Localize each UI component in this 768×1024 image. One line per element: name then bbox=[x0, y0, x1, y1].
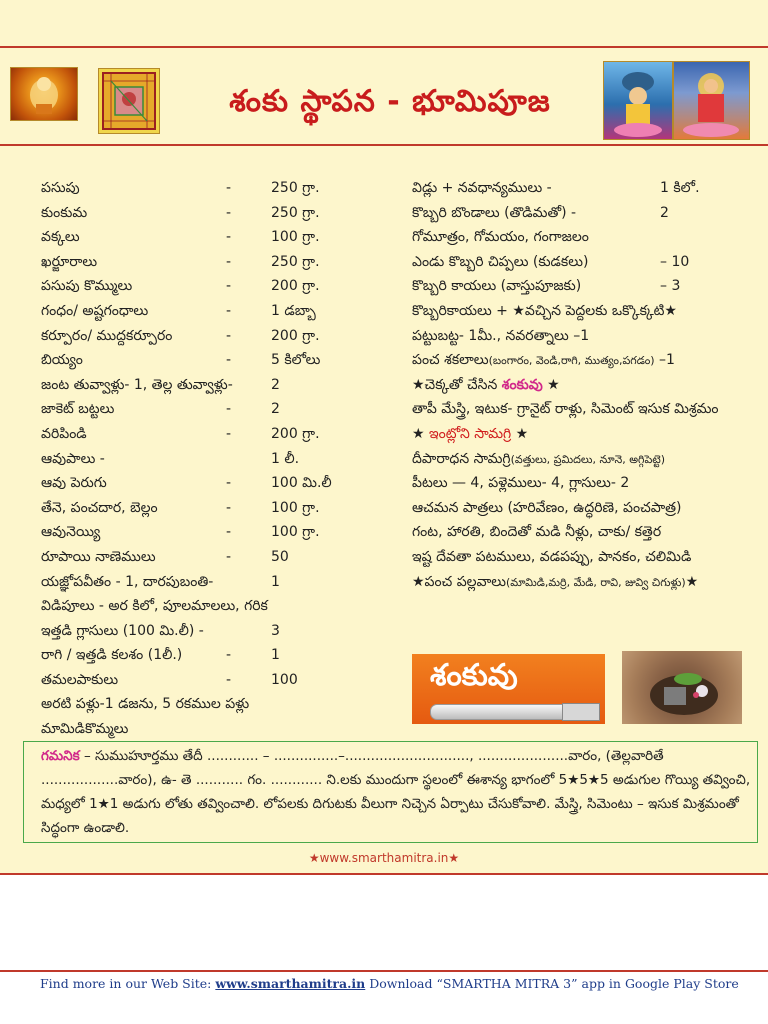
item-dash: - bbox=[226, 180, 232, 196]
item-detail: (బంగారం, వెండి,రాగి, ముత్యం,పగడం) bbox=[488, 354, 655, 368]
site-banner: ★www.smarthamitra.in★ bbox=[308, 851, 460, 865]
item-name: ఆవుపాలు - bbox=[41, 450, 105, 467]
list-item bbox=[412, 250, 758, 275]
item-name: పసుపు bbox=[41, 180, 80, 196]
item-text bbox=[412, 545, 691, 570]
list-item bbox=[41, 274, 381, 299]
list-item bbox=[41, 643, 381, 668]
list-item bbox=[41, 373, 381, 398]
list-item bbox=[41, 570, 381, 595]
item-dash: - bbox=[226, 671, 232, 688]
item-name: విడ్లు + నవధాన్యములు - bbox=[412, 180, 552, 196]
item-tail: ★ bbox=[542, 376, 560, 393]
item-dash: - bbox=[226, 475, 232, 492]
item-text bbox=[412, 520, 661, 545]
list-item bbox=[41, 250, 381, 275]
note-box bbox=[23, 741, 758, 843]
item-name: కుంకుమ bbox=[41, 204, 88, 221]
header-rule bbox=[0, 144, 768, 146]
note-body: – సుముహూర్తము తేదీ ............ – ...............–............................., .....................వారం, (తెల్లవారితే ..................వారం), ఉ- తె ........... గం. ............ ని.లకు ముందుగా స్థలంలో ఈశాన్య భాగంలో 5★5★5 అడుగుల గొయ్యి తవ్వించి, మధ్యలో 1★1 అడుగు లోతు తవ్వించాలి. లోపలకు దిగుటకు వీలుగా నిచ్చెన ఏర్పాటు చేసుకోవాలి. మేస్త్రి, సిమెంటు – ఇసుక మిశ్రమంతో సిద్ధంగా ఉండాలి. bbox=[41, 748, 751, 836]
item-name: ఎండు కొబ్బరి చిప్పలు (కుడకలు) bbox=[412, 253, 589, 270]
item-name: తమలపాకులు bbox=[41, 671, 119, 688]
item-name: పీటలు — 4, పళ్లెములు- 4, గ్లాసులు- 2 bbox=[412, 475, 630, 492]
item-name: దీపారాధన సామగ్రి bbox=[412, 450, 511, 467]
top-rule bbox=[0, 46, 768, 48]
item-name: ★ bbox=[412, 425, 430, 442]
list-item bbox=[41, 545, 381, 570]
list-item bbox=[412, 176, 758, 201]
item-name: రూపాయి నాణెములు bbox=[41, 548, 156, 565]
list-item bbox=[41, 348, 381, 373]
vastu-grid-image bbox=[98, 68, 160, 134]
item-text bbox=[412, 299, 677, 324]
list-item bbox=[41, 397, 381, 422]
list-item bbox=[412, 348, 758, 373]
vishnu-image bbox=[603, 61, 673, 140]
item-name: పట్టుబట్ట- 1మీ., నవరత్నాలు –1 bbox=[412, 327, 590, 344]
item-text bbox=[412, 324, 589, 349]
item-name: రాగి / ఇత్తడి కలశం (1లీ.) bbox=[41, 647, 183, 664]
item-detail: (మామిడి,మర్రి, మేడి, రావి, జువ్వి చిగుళ్లు) bbox=[506, 575, 686, 589]
note-label: గమనిక bbox=[41, 748, 80, 764]
list-item bbox=[41, 668, 381, 693]
list-item bbox=[41, 225, 381, 250]
list-item bbox=[412, 447, 758, 472]
list-item bbox=[41, 422, 381, 447]
item-text bbox=[412, 397, 719, 422]
list-item bbox=[41, 176, 381, 201]
item-text bbox=[412, 225, 589, 250]
item-text bbox=[412, 201, 576, 226]
item-name: గోమూత్రం, గోమయం, గంగాజలం bbox=[412, 229, 589, 246]
item-dash: - bbox=[226, 647, 232, 664]
item-dash: - bbox=[226, 401, 232, 418]
item-name: విడిపూలు - అర కిలో, పూలమాలలు, గరిక bbox=[41, 598, 268, 615]
item-quantity: 100 గ్రా. bbox=[271, 229, 320, 246]
item-name: కొబ్బరి బొండాలు (తొడిమతో) - bbox=[412, 204, 577, 221]
item-quantity: 250 గ్రా. bbox=[271, 204, 320, 221]
item-name: ★చెక్కతో చేసిన bbox=[412, 376, 502, 393]
list-item bbox=[41, 471, 381, 496]
list-item bbox=[412, 471, 758, 496]
list-item bbox=[41, 324, 381, 349]
item-text bbox=[412, 176, 552, 201]
item-quantity: 5 కిలోలు bbox=[271, 352, 321, 369]
item-quantity: 250 గ్రా. bbox=[271, 253, 320, 270]
item-quantity: 200 గ్రా. bbox=[271, 425, 320, 442]
item-name: ఆవు పెరుగు bbox=[41, 475, 107, 492]
item-name: ఇత్తడి గ్లాసులు (100 మి.లీ) - bbox=[41, 622, 204, 639]
list-item bbox=[41, 717, 381, 742]
shankuvu-image bbox=[412, 654, 605, 724]
list-item bbox=[412, 201, 758, 226]
list-item bbox=[412, 422, 758, 447]
note-text bbox=[41, 744, 751, 840]
list-item bbox=[412, 324, 758, 349]
item-quantity: – 3 bbox=[660, 278, 681, 295]
shankuvu-rod-cap bbox=[562, 703, 600, 721]
item-text bbox=[412, 348, 675, 374]
shankuvu-image-label: శంకువు bbox=[430, 658, 518, 693]
item-dash: - bbox=[226, 425, 232, 442]
item-dash: - bbox=[226, 352, 232, 369]
item-quantity: – 10 bbox=[660, 253, 690, 270]
item-quantity: 200 గ్రా. bbox=[271, 278, 320, 295]
item-dash: - bbox=[226, 548, 232, 565]
page-bottom-rule bbox=[0, 873, 768, 875]
item-text bbox=[412, 447, 665, 473]
list-item bbox=[412, 496, 758, 521]
materials-list-right bbox=[412, 176, 758, 594]
item-name: మామిడికొమ్మలు bbox=[41, 721, 129, 738]
item-quantity: 3 bbox=[271, 622, 280, 639]
item-quantity: 1 డబ్బా bbox=[271, 302, 316, 319]
item-name: వక్కలు bbox=[41, 229, 80, 246]
page-title: శంకు స్థాపన - భూమిపూజ bbox=[229, 84, 551, 119]
item-tail: –1 bbox=[654, 352, 675, 369]
item-name: తేనె, పంచదార, బెల్లం bbox=[41, 499, 158, 516]
item-name: జాకెట్ బట్టలు bbox=[41, 401, 115, 418]
item-dash: - bbox=[226, 278, 232, 295]
item-quantity: 200 గ్రా. bbox=[271, 327, 320, 344]
item-text bbox=[412, 422, 528, 447]
item-tail: ★ bbox=[685, 573, 699, 590]
website-link[interactable]: www.smarthamitra.in bbox=[215, 976, 366, 991]
highlight-text: శంకువు bbox=[501, 376, 543, 393]
item-name: తాపీ మేస్త్రి, ఇటుక- గ్రానైట్ రాళ్లు, సిమెంట్ ఇసుక మిశ్రమం bbox=[412, 401, 719, 418]
item-text bbox=[412, 471, 629, 496]
list-item bbox=[412, 225, 758, 250]
item-name: కొబ్బరికాయలు + ★వచ్చిన పెద్దలకు ఒక్కొక్కటి★ bbox=[412, 302, 677, 319]
list-item bbox=[412, 274, 758, 299]
item-text bbox=[412, 570, 698, 596]
item-quantity: 50 bbox=[271, 548, 289, 565]
item-name: ఇష్ట దేవతా పటములు, వడపప్పు, పానకం, చలిమిడి bbox=[412, 548, 692, 565]
list-item bbox=[412, 299, 758, 324]
list-item bbox=[41, 594, 381, 619]
item-name: జంట తువ్వాళ్లు- 1, తెల్ల తువ్వాళ్లు- bbox=[41, 376, 233, 393]
list-item bbox=[412, 373, 758, 398]
item-name: పసుపు కొమ్ములు bbox=[41, 278, 133, 295]
item-dash: - bbox=[226, 253, 232, 270]
item-quantity: 2 bbox=[271, 401, 280, 418]
item-dash: - bbox=[226, 499, 232, 516]
item-quantity: 1 bbox=[271, 647, 280, 664]
item-name: అరటి పళ్లు-1 డజను, 5 రకముల పళ్లు bbox=[41, 696, 250, 713]
list-item bbox=[41, 619, 381, 644]
item-detail: (వత్తులు, ప్రమిదలు, నూనె, అగ్గిపెట్టె) bbox=[510, 452, 666, 466]
item-name: ఆవునెయ్యి bbox=[41, 524, 101, 541]
item-name: గంధం/ అష్టగంధాలు bbox=[41, 302, 149, 319]
item-name: ★పంచ పల్లవాలు bbox=[412, 573, 507, 590]
item-quantity: 100 మి.లీ bbox=[271, 475, 332, 492]
item-text bbox=[412, 274, 581, 299]
bhumi-puja-pit-image bbox=[622, 651, 742, 724]
list-item bbox=[41, 447, 381, 472]
list-item bbox=[41, 496, 381, 521]
item-dash: - bbox=[226, 327, 232, 344]
item-quantity: 1 కిలో. bbox=[660, 180, 700, 196]
list-item bbox=[41, 520, 381, 545]
item-text bbox=[412, 373, 560, 398]
item-name: పంచ శకలాలు bbox=[412, 352, 489, 369]
item-name: బియ్యం bbox=[41, 352, 83, 369]
item-name: ఖర్జూరాలు bbox=[41, 253, 98, 270]
item-dash: - bbox=[226, 229, 232, 246]
item-dash: - bbox=[226, 524, 232, 541]
ganesha-image bbox=[10, 67, 78, 121]
list-item bbox=[412, 570, 758, 595]
item-quantity: 250 గ్రా. bbox=[271, 180, 320, 196]
item-name: యజ్ఞోపవీతం - 1, దారపుబంతి- bbox=[41, 573, 214, 590]
list-item bbox=[41, 299, 381, 324]
list-item bbox=[412, 545, 758, 570]
footer-rule bbox=[0, 970, 768, 972]
list-item bbox=[412, 397, 758, 422]
item-quantity: 1 లీ. bbox=[271, 450, 300, 467]
footer-suffix: Download “SMARTHA MITRA 3” app in Google Play Store bbox=[365, 976, 739, 991]
materials-list-left bbox=[41, 176, 381, 742]
list-item bbox=[41, 692, 381, 717]
item-quantity: 1 bbox=[271, 573, 280, 590]
item-quantity: 100 గ్రా. bbox=[271, 499, 320, 516]
item-dash: - bbox=[226, 204, 232, 221]
item-name: కొబ్బరి కాయలు (వాస్తుపూజకు) bbox=[412, 278, 582, 295]
item-quantity: 100 bbox=[271, 671, 298, 688]
item-text bbox=[412, 250, 588, 275]
footer bbox=[40, 976, 739, 991]
item-quantity: 100 గ్రా. bbox=[271, 524, 320, 541]
item-name: ఆచమన పాత్రలు (హరివేణం, ఉద్ధరిణె, పంచపాత్ర) bbox=[412, 499, 682, 516]
footer-prefix: Find more in our Web Site: bbox=[40, 976, 216, 991]
list-item bbox=[41, 201, 381, 226]
item-dash: - bbox=[226, 302, 232, 319]
item-quantity: 2 bbox=[660, 204, 669, 221]
list-item bbox=[412, 520, 758, 545]
item-name: గంట, హారతి, బిందెతో మడి నీళ్లు, చాకు/ కత్తెర bbox=[412, 524, 662, 541]
item-tail: ★ bbox=[511, 425, 529, 442]
section-heading: ఇంట్లోని సామగ్రి bbox=[429, 425, 512, 442]
item-text bbox=[412, 496, 682, 521]
item-quantity: 2 bbox=[271, 376, 280, 393]
item-name: వరిపిండి bbox=[41, 425, 87, 442]
lakshmi-image bbox=[673, 61, 750, 140]
item-name: కర్పూరం/ ముద్దకర్పూరం bbox=[41, 327, 173, 344]
